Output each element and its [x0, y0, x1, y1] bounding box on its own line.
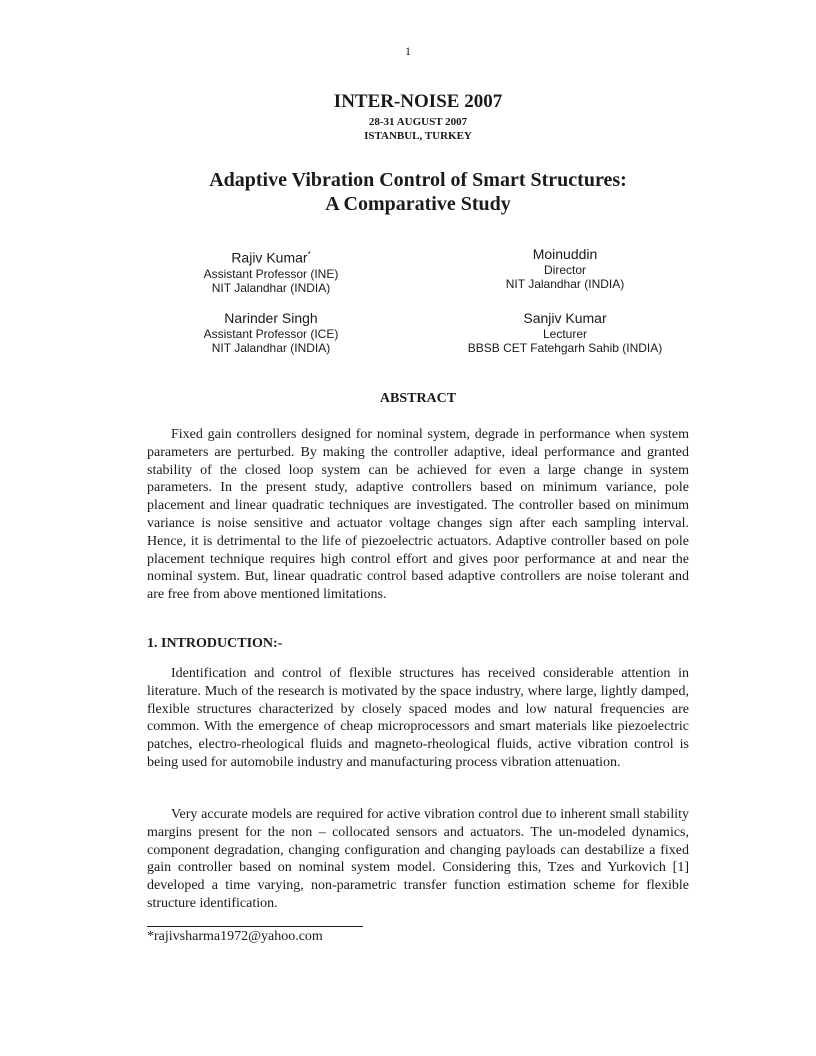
conference-location: ISTANBUL, TURKEY	[364, 130, 472, 142]
introduction-paragraph-1: Identification and control of flexible structures has received considerable attention in literature. Much of the research is motivated by the space industry, where large, lightly damped, flexible structures characterized by closely spaced modes and low natural frequencies are common. With the emergence of cheap microprocessors and smart materials like piezoelectric patches, electro-rheological fluids and magneto-rheological fluids, active vibration control is being used for automobile industry and manufacturing process vibration attenuation.	[147, 666, 689, 770]
author-affiliation: NIT Jalandhar (INDIA)	[211, 341, 331, 355]
footnote-email: *rajivsharma1972@yahoo.com	[147, 929, 323, 944]
paper-title-line-1: Adaptive Vibration Control of Smart Structures:	[209, 169, 627, 191]
author-name: Sanjiv Kumar	[523, 310, 607, 326]
conference-date: 28-31 AUGUST 2007	[368, 116, 468, 128]
author-affiliation: NIT Jalandhar (INDIA)	[505, 277, 625, 291]
author-block-3	[141, 310, 401, 355]
introduction-paragraph-2: Very accurate models are required for active vibration control due to inherent small stability margins present for the non – collocated sensors and actuators. The un-modeled dynamics, component degradation, changing configuration and changing payloads can destabilize a fixed gain controller based on nominal system model. Considering this, Tzes and Yurkovich [1] developed a time varying, non-parametric transfer function estimation scheme for flexible structure identification.	[147, 807, 689, 911]
author-role: Lecturer	[542, 327, 588, 341]
paper-title	[0, 168, 816, 216]
author-block-2	[435, 246, 695, 291]
author-name: Rajiv Kumar	[231, 249, 308, 266]
author-name: Moinuddin	[532, 246, 598, 262]
abstract-heading: ABSTRACT	[379, 391, 457, 406]
footnote-marker: *	[307, 250, 311, 259]
author-affiliation: BBSB CET Fatehgarh Sahib (INDIA)	[467, 341, 663, 355]
author-name: Narinder Singh	[224, 310, 318, 326]
paper-title-line-2: A Comparative Study	[325, 193, 511, 215]
abstract-text: Fixed gain controllers designed for nominal system, degrade in performance when system parameters are perturbed. By making the controller adaptive, ideal performance and granted stability of the closed loop system can be achieved for even a large change in system parameters. In the present study, adaptive controllers based on minimum variance, pole placement and linear quadratic techniques are investigated. The controller based on minimum variance is noise sensitive and actuator voltage changes sign after each sampling interval. Hence, it is detrimental to the life of piezoelectric actuators. Adaptive controller based on pole placement technique requires high control effort and gives poor performance at and near the nominal system. But, linear quadratic control based adaptive controllers are noise tolerant and are free from above mentioned limitations.	[147, 427, 689, 603]
author-role: Assistant Professor (ICE)	[203, 327, 339, 341]
author-role: Director	[543, 263, 586, 277]
author-role: Assistant Professor (INE)	[203, 266, 339, 281]
author-block-4	[435, 310, 695, 355]
footnote-divider	[147, 926, 363, 927]
introduction-heading: 1. INTRODUCTION:-	[147, 636, 283, 651]
conference-title: INTER-NOISE 2007	[333, 91, 503, 112]
page-number: 1	[405, 44, 411, 58]
author-affiliation: NIT Jalandhar (INDIA)	[211, 280, 331, 295]
author-block-1	[141, 246, 401, 295]
